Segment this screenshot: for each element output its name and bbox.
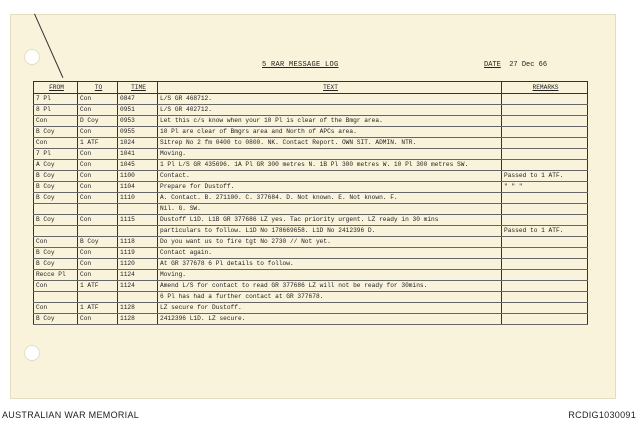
table-header-row [34, 82, 588, 94]
col-header-text: TEXT [158, 82, 502, 94]
cell-text: 6 Pl has had a further contact at GR 377678. [158, 292, 502, 303]
cell-text: Moving. [158, 270, 502, 281]
cell-from: B Coy [34, 171, 78, 182]
cell-from: Con [34, 237, 78, 248]
col-header-to: TO [78, 82, 118, 94]
cell-to: Con [78, 259, 118, 270]
cell-to: 1 ATF [78, 303, 118, 314]
cell-from: Con [34, 116, 78, 127]
cell-time: 1118 [118, 237, 158, 248]
cell-remarks [502, 204, 588, 215]
date-label: DATE [484, 61, 501, 69]
cell-time: 1104 [118, 182, 158, 193]
cell-to: Con [78, 314, 118, 325]
cell-text: Amend L/S for contact to read GR 377686 LZ will not be ready for 30mins. [158, 281, 502, 292]
cell-to: Con [78, 149, 118, 160]
cell-time: 1115 [118, 215, 158, 226]
cell-time: 1100 [118, 171, 158, 182]
cell-time: 1120 [118, 259, 158, 270]
table-row [34, 270, 588, 281]
cell-remarks [502, 314, 588, 325]
cell-remarks [502, 116, 588, 127]
cell-remarks [502, 292, 588, 303]
cell-to: B Coy [78, 237, 118, 248]
cell-from: B Coy [34, 314, 78, 325]
cell-from: Con [34, 281, 78, 292]
punch-hole [24, 345, 40, 361]
cell-text: At GR 377678 6 Pl details to follow. [158, 259, 502, 270]
cell-to: Con [78, 182, 118, 193]
cell-text: Contact again. [158, 248, 502, 259]
cell-remarks [502, 259, 588, 270]
cell-to [78, 204, 118, 215]
cell-text: Moving. [158, 149, 502, 160]
log-title: 5 RAR MESSAGE LOG [262, 61, 339, 69]
table-row [34, 182, 588, 193]
cell-time: 0955 [118, 127, 158, 138]
log-date [484, 61, 547, 69]
cell-time: 1041 [118, 149, 158, 160]
cell-remarks [502, 281, 588, 292]
cell-to: Con [78, 215, 118, 226]
cell-from: B Coy [34, 182, 78, 193]
cell-remarks: Passed to 1 ATF. [502, 171, 588, 182]
cell-text: Let this c/s know when your 10 Pl is clear of the Bmgr area. [158, 116, 502, 127]
cell-remarks [502, 193, 588, 204]
cell-text: 1 Pl L/S GR 435696. 1A Pl GR 300 metres N. 1B Pl 300 metres W. 10 Pl 300 metres SW. [158, 160, 502, 171]
table-row [34, 226, 588, 237]
cell-remarks [502, 160, 588, 171]
archive-name: AUSTRALIAN WAR MEMORIAL [2, 410, 140, 420]
table-row [34, 281, 588, 292]
date-value: 27 Dec 66 [509, 61, 548, 69]
cell-from: Con [34, 138, 78, 149]
cell-remarks [502, 138, 588, 149]
cell-time [118, 204, 158, 215]
cell-remarks: Passed to 1 ATF. [502, 226, 588, 237]
table-row [34, 160, 588, 171]
cell-remarks [502, 270, 588, 281]
cell-from: B Coy [34, 248, 78, 259]
cell-from: B Coy [34, 193, 78, 204]
cell-text: Nil. G. SW. [158, 204, 502, 215]
table-row [34, 292, 588, 303]
cell-text: Dustoff L1D. L1B GR 377686 LZ yes. Tac priority urgent. LZ ready in 30 mins [158, 215, 502, 226]
cell-from: 7 Pl [34, 94, 78, 105]
cell-from: Con [34, 303, 78, 314]
cell-remarks [502, 127, 588, 138]
cell-text: particulars to follow. L1D No 178669658. L1D No 2412396 D. [158, 226, 502, 237]
cell-from: 7 Pl [34, 149, 78, 160]
cell-from: B Coy [34, 127, 78, 138]
cell-text: Contact. [158, 171, 502, 182]
archive-reference: RCDIG1030091 [568, 410, 636, 420]
table-row [34, 314, 588, 325]
cell-to: Con [78, 248, 118, 259]
cell-to: D Coy [78, 116, 118, 127]
cell-from [34, 292, 78, 303]
cell-time: 1110 [118, 193, 158, 204]
table-row [34, 303, 588, 314]
cell-to: 1 ATF [78, 281, 118, 292]
cell-time: 0951 [118, 105, 158, 116]
cell-remarks [502, 303, 588, 314]
cell-remarks [502, 248, 588, 259]
cell-to: Con [78, 270, 118, 281]
table-row [34, 248, 588, 259]
cell-to [78, 292, 118, 303]
cell-time: 1124 [118, 270, 158, 281]
table-row [34, 215, 588, 226]
cell-to: Con [78, 94, 118, 105]
cell-time: 1045 [118, 160, 158, 171]
cell-from: 8 Pl [34, 105, 78, 116]
cell-text: Do you want us to fire tgt No 2730 // Not yet. [158, 237, 502, 248]
cell-text: Sitrep No 2 fm 0400 to 0800. NK. Contact Report. OWN SIT. ADMIN. NTR. [158, 138, 502, 149]
table-row [34, 138, 588, 149]
cell-text: A. Contact. B. 271100. C. 377684. D. Not known. E. Not known. F. [158, 193, 502, 204]
cell-to: 1 ATF [78, 138, 118, 149]
cell-remarks [502, 94, 588, 105]
cell-to: Con [78, 193, 118, 204]
cell-from [34, 226, 78, 237]
table-row [34, 116, 588, 127]
table-row [34, 127, 588, 138]
cell-time: 1024 [118, 138, 158, 149]
cell-from: Recce Pl [34, 270, 78, 281]
cell-time: 0953 [118, 116, 158, 127]
cell-text: Prepare for Dustoff. [158, 182, 502, 193]
cell-remarks [502, 105, 588, 116]
table-row [34, 94, 588, 105]
table-row [34, 105, 588, 116]
cell-from [34, 204, 78, 215]
cell-time: 1128 [118, 314, 158, 325]
cell-to: Con [78, 127, 118, 138]
punch-hole [24, 49, 40, 65]
cell-time: 0847 [118, 94, 158, 105]
cell-text: L/S GR 468712. [158, 94, 502, 105]
cell-time [118, 226, 158, 237]
col-header-time: TIME [118, 82, 158, 94]
cell-time: 1119 [118, 248, 158, 259]
table-row [34, 259, 588, 270]
cell-remarks [502, 237, 588, 248]
cell-from: B Coy [34, 215, 78, 226]
table-row [34, 204, 588, 215]
cell-remarks: " " " [502, 182, 588, 193]
cell-text: LZ secure for Dustoff. [158, 303, 502, 314]
cell-remarks [502, 149, 588, 160]
col-header-from: FROM [34, 82, 78, 94]
cell-to: Con [78, 105, 118, 116]
cell-text: 2412396 L1D. LZ secure. [158, 314, 502, 325]
cell-to: Con [78, 160, 118, 171]
message-log-table [33, 81, 588, 325]
table-row [34, 149, 588, 160]
cell-from: B Coy [34, 259, 78, 270]
cell-from: A Coy [34, 160, 78, 171]
cell-text: L/S GR 402712. [158, 105, 502, 116]
cell-to: Con [78, 171, 118, 182]
col-header-remarks: REMARKS [502, 82, 588, 94]
cell-time: 1128 [118, 303, 158, 314]
table-row [34, 237, 588, 248]
cell-text: 10 Pl are clear of Bmgrs area and North of APCs area. [158, 127, 502, 138]
cell-time: 1124 [118, 281, 158, 292]
table-row [34, 171, 588, 182]
cell-remarks [502, 215, 588, 226]
cell-time [118, 292, 158, 303]
table-body [34, 94, 588, 325]
cell-to [78, 226, 118, 237]
table-row [34, 193, 588, 204]
